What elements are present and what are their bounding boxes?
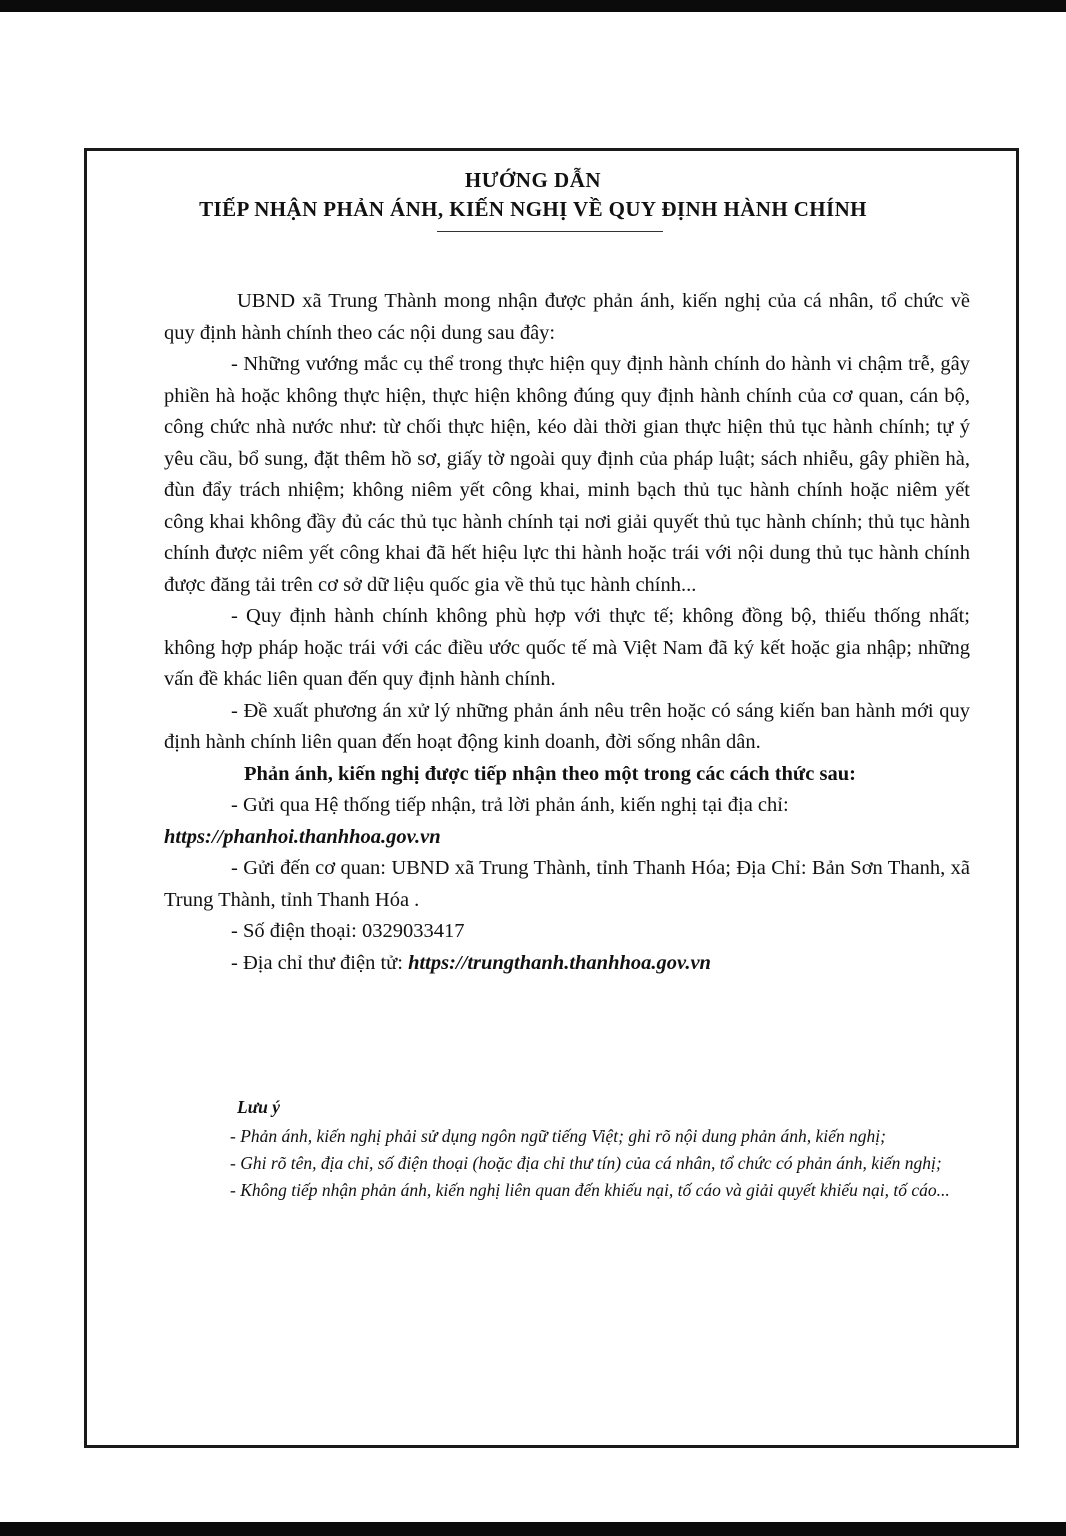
note-item-1: - Phản ánh, kiến nghị phải sử dụng ngôn ngữ tiếng Việt; ghi rõ nội dung phản ánh, kiến nghị; [230, 1126, 886, 1146]
phone-line [164, 916, 970, 948]
document-body [164, 286, 970, 979]
phone-number[interactable]: 0329033417 [361, 920, 465, 942]
title-underline [437, 231, 663, 232]
note-title: Lưu ý [237, 1097, 281, 1117]
content-item-1: - Những vướng mắc cụ thể trong thực hiện quy định hành chính do hành vi chậm trễ, gây phiền hà hoặc không thực hiện, thực hiện không đúng quy định hành chính của cơ quan, cán bộ, công chức nhà nước như: từ chối thực hiện, kéo dài thời gian thực hiện thủ tục hành chính; tự ý yêu cầu, bổ sung, đặt thêm hồ sơ, giấy tờ ngoài quy định của pháp luật; sách nhiễu, gây phiền hà, đùn đẩy trách nhiệm; không niêm yết công khai, minh bạch thủ tục hành chính hoặc niêm yết công khai không đầy đủ các thủ tục hành chính tại nơi giải quyết thủ tục hành chính; thủ tục hành chính được niêm yết công khai đã hết hiệu lực thi hành hoặc trái với nội dung thủ tục hành chính được đăng tải trên cơ sở dữ liệu quốc gia về thủ tục hành chính... [164, 353, 970, 596]
content-item-2: - Quy định hành chính không phù hợp với thực tế; không đồng bộ, thiếu thống nhất; không hợp pháp hoặc trái với các điều ước quốc tế mà Việt Nam đã ký kết hoặc gia nhập; những vấn đề khác liên quan đến quy định hành chính. [164, 605, 970, 690]
method-system: - Gửi qua Hệ thống tiếp nhận, trả lời phản ánh, kiến nghị tại địa chỉ: [231, 794, 789, 816]
note-item-3: - Không tiếp nhận phản ánh, kiến nghị liên quan đến khiếu nại, tố cáo và giải quyết khiếu nại, tố cáo... [230, 1180, 950, 1200]
method-office: - Gửi đến cơ quan: UBND xã Trung Thành, tỉnh Thanh Hóa; Địa Chỉ: Bản Sơn Thanh, xã Trung Thành, tỉnh Thanh Hóa . [164, 857, 970, 911]
notes-section [164, 1094, 970, 1204]
document-title: HƯỚNG DẪN [464, 168, 602, 192]
document-subtitle: TIẾP NHẬN PHẢN ÁNH, KIẾN NGHỊ VỀ QUY ĐỊNH HÀNH CHÍNH [199, 197, 867, 221]
system-url-link[interactable]: https://phanhoi.thanhhoa.gov.vn [164, 825, 441, 848]
methods-heading: Phản ánh, kiến nghị được tiếp nhận theo một trong các cách thức sau: [244, 762, 856, 785]
scan-bottom-edge [0, 1522, 1066, 1536]
method-system-url-line [164, 822, 970, 854]
scan-top-edge [0, 0, 1066, 12]
email-line [164, 948, 970, 980]
intro-paragraph: UBND xã Trung Thành mong nhận được phản ánh, kiến nghị của cá nhân, tổ chức về quy định hành chính theo các nội dung sau đây: [164, 290, 970, 344]
email-label: - Địa chỉ thư điện tử: [231, 951, 409, 974]
email-address-link[interactable]: https://trungthanh.thanhhoa.gov.vn [408, 951, 711, 974]
note-item-2: - Ghi rõ tên, địa chỉ, số điện thoại (hoặc địa chỉ thư tín) của cá nhân, tổ chức có phản ánh, kiến nghị; [230, 1153, 942, 1173]
content-item-3: - Đề xuất phương án xử lý những phản ánh nêu trên hoặc có sáng kiến ban hành mới quy định hành chính liên quan đến hoạt động kinh doanh, đời sống nhân dân. [164, 699, 970, 753]
phone-label: - Số điện thoại: [231, 920, 362, 942]
